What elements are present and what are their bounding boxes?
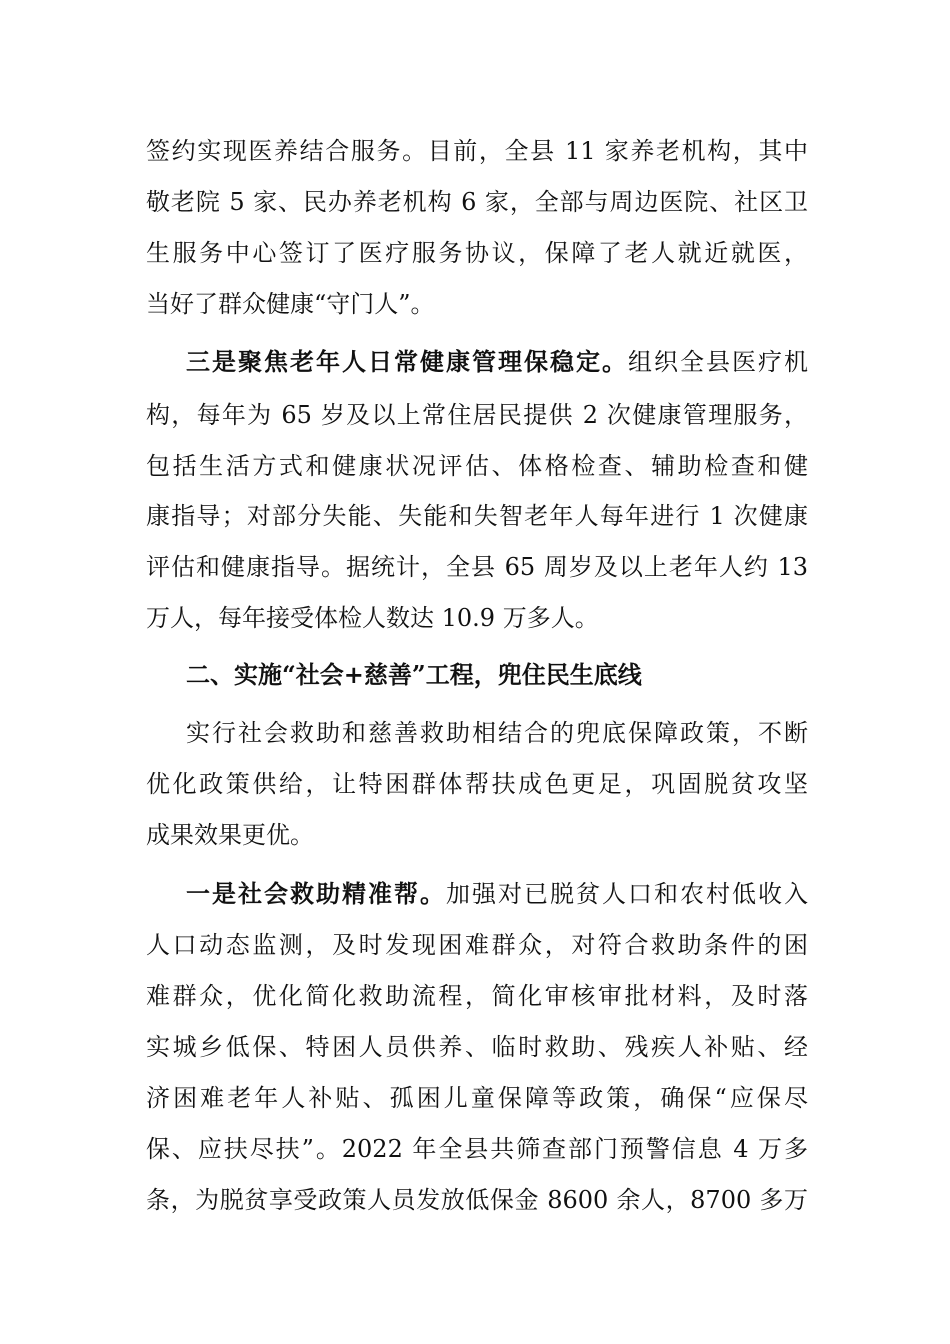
text-line: 济困难老年人补贴、孤困儿童保障等政策，确保“应保尽 — [146, 1084, 808, 1112]
text-line: 实城乡低保、特困人员供养、临时救助、残疾人补贴、经 — [146, 1033, 808, 1061]
text-line: 生服务中心签订了医疗服务协议，保障了老人就近就医， — [146, 239, 808, 267]
text-line: 人口动态监测，及时发现困难群众，对符合救助条件的困 — [146, 931, 808, 959]
text-line: 万人，每年接受体检人数达 10.9 万多人。 — [146, 604, 599, 632]
paragraph-text: 加强对已脱贫人口和农村低收入 — [446, 880, 808, 908]
text-line: 构，每年为 65 岁及以上常住居民提供 2 次健康管理服务， — [146, 401, 808, 429]
text-line: 成果效果更优。 — [146, 821, 314, 849]
paragraph-lead: 三是聚焦老年人日常健康管理保稳定。 — [186, 347, 628, 376]
paragraph-lead: 一是社会救助精准帮。 — [186, 879, 446, 908]
text-line: 敬老院 5 家、民办养老机构 6 家，全部与周边医院、社区卫 — [146, 188, 808, 216]
paragraph-text: 组织全县医疗机 — [628, 348, 808, 376]
text-line: 保、应扶尽扶”。2022 年全县共筛查部门预警信息 4 万多 — [146, 1135, 808, 1163]
text-line: 评估和健康指导。据统计，全县 65 周岁及以上老年人约 13 — [146, 553, 808, 581]
text-line: 康指导；对部分失能、失能和失智老年人每年进行 1 次健康 — [146, 502, 808, 530]
section-heading: 二、实施“社会+慈善”工程，兜住民生底线 — [186, 660, 642, 689]
text-line: 当好了群众健康“守门人”。 — [146, 290, 435, 318]
paragraph-first-line — [186, 874, 808, 914]
text-line: 条，为脱贫享受政策人员发放低保金 8600 余人，8700 多万 — [146, 1186, 808, 1214]
text-line: 实行社会救助和慈善救助相结合的兜底保障政策，不断 — [186, 719, 808, 747]
text-line: 难群众，优化简化救助流程，简化审核审批材料，及时落 — [146, 982, 808, 1010]
text-line: 包括生活方式和健康状况评估、体格检查、辅助检查和健 — [146, 452, 808, 480]
text-line: 签约实现医养结合服务。目前，全县 11 家养老机构，其中 — [146, 137, 808, 165]
text-line: 优化政策供给，让特困群体帮扶成色更足，巩固脱贫攻坚 — [146, 770, 808, 798]
paragraph-first-line — [186, 342, 808, 382]
